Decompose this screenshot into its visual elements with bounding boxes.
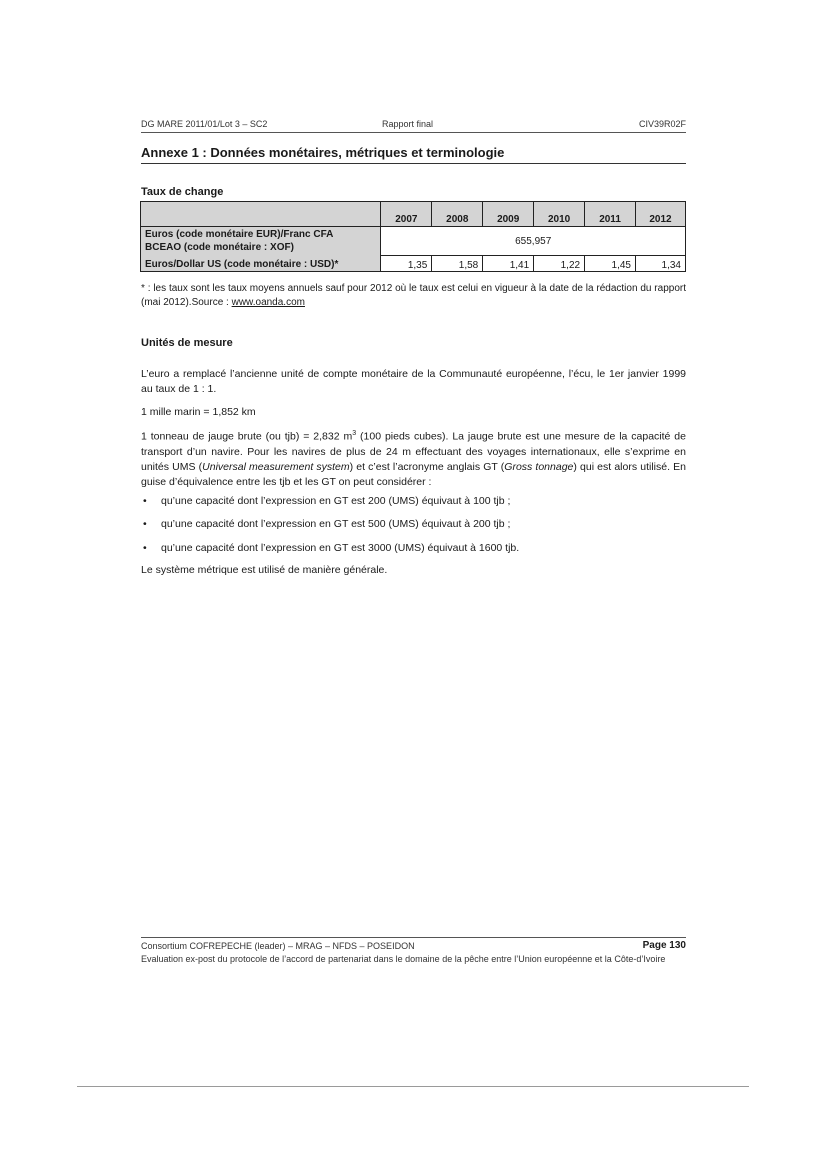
row-label-usd: Euros/Dollar US (code monétaire : USD)* <box>141 256 381 272</box>
xof-rate-value: 655,957 <box>381 227 686 256</box>
paragraph-mile: 1 mille marin = 1,852 km <box>141 406 256 418</box>
year-header: 2011 <box>585 202 636 227</box>
row-label-xof <box>141 227 381 256</box>
units-section-title: Unités de mesure <box>141 337 233 349</box>
list-item-text: qu’une capacité dont l’expression en GT est 500 (UMS) équivaut à 200 tjb ; <box>161 518 511 530</box>
header-left: DG MARE 2011/01/Lot 3 – SC2 <box>141 119 268 129</box>
table-header-blank <box>141 202 381 227</box>
year-header: 2007 <box>381 202 432 227</box>
annex-title: Annexe 1 : Données monétaires, métriques et terminologie <box>141 145 686 164</box>
usd-rate-cell: 1,41 <box>483 256 534 272</box>
paragraph-euro: L’euro a remplacé l’ancienne unité de compte monétaire de la Communauté européenne, l’écu, le 1er janvier 1999 au taux de 1 : 1. <box>141 368 686 395</box>
bullet-icon: • <box>143 495 147 507</box>
paragraph-tonnage <box>141 426 686 490</box>
footer-consortium: Consortium COFREPECHE (leader) – MRAG – NFDS – POSEIDON <box>141 941 415 951</box>
superscript-3: 3 <box>352 430 357 437</box>
footnote-text: * : les taux sont les taux moyens annuels sauf pour 2012 où le taux est celui en vigueur à la date de la rédaction du rapport (mai 2012).Source : <box>141 283 686 308</box>
usd-rate-cell: 1,45 <box>585 256 636 272</box>
page-number: Page 130 <box>642 940 686 951</box>
tonnage-text: ) et c’est l’acronyme anglais GT ( <box>349 460 505 473</box>
gt-term: Gross tonnage <box>504 460 574 473</box>
table-row <box>141 227 686 256</box>
table-row <box>141 256 686 272</box>
exchange-rate-table <box>140 201 686 272</box>
usd-rate-cell: 1,35 <box>381 256 432 272</box>
list-item-text: qu’une capacité dont l’expression en GT est 3000 (UMS) équivaut à 1600 tjb. <box>161 542 520 554</box>
paragraph-metric: Le système métrique est utilisé de manière générale. <box>141 564 388 576</box>
header-center: Rapport final <box>382 119 434 129</box>
ums-term: Universal measurement system <box>202 460 350 473</box>
source-link[interactable]: www.oanda.com <box>231 297 305 308</box>
year-header: 2009 <box>483 202 534 227</box>
tonnage-text: 1 tonneau de jauge brute (ou tjb) = 2,832 m <box>141 430 353 443</box>
usd-rate-cell: 1,22 <box>534 256 585 272</box>
bullet-icon: • <box>143 542 147 554</box>
footer-description: Evaluation ex-post du protocole de l’accord de partenariat dans le domaine de la pêche entre l’Union européenne et la Côte-d’Ivoire <box>141 954 666 964</box>
tonnage-text: ) qui est alors utilisé. En guise d’équivalence entre les tjb et les GT on peut considérer : <box>141 460 686 488</box>
usd-rate-cell: 1,58 <box>432 256 483 272</box>
header-right: CIV39R02F <box>638 119 686 129</box>
year-header: 2008 <box>432 202 483 227</box>
table-header-row <box>141 202 686 227</box>
usd-rate-cell: 1,34 <box>636 256 686 272</box>
row-label-line: BCEAO (code monétaire : XOF) <box>145 242 294 253</box>
year-header: 2010 <box>534 202 585 227</box>
page-bottom-divider <box>77 1086 749 1087</box>
tonnage-text: (100 pieds cubes). La jauge brute est une mesure de la capacité de transport d’un navire. Pour les navires de plus de 24 m effectuant des voyages internationaux, elle s’exprime en unités UMS ( <box>141 430 686 473</box>
year-header: 2012 <box>636 202 686 227</box>
page-footer <box>141 937 686 964</box>
bullet-icon: • <box>143 518 147 530</box>
row-label-line: Euros (code monétaire EUR)/Franc CFA <box>145 229 334 240</box>
page-header <box>141 118 686 133</box>
exchange-section-title: Taux de change <box>141 186 224 198</box>
table-footnote <box>141 282 686 310</box>
list-item-text: qu’une capacité dont l’expression en GT est 200 (UMS) équivaut à 100 tjb ; <box>161 495 511 507</box>
